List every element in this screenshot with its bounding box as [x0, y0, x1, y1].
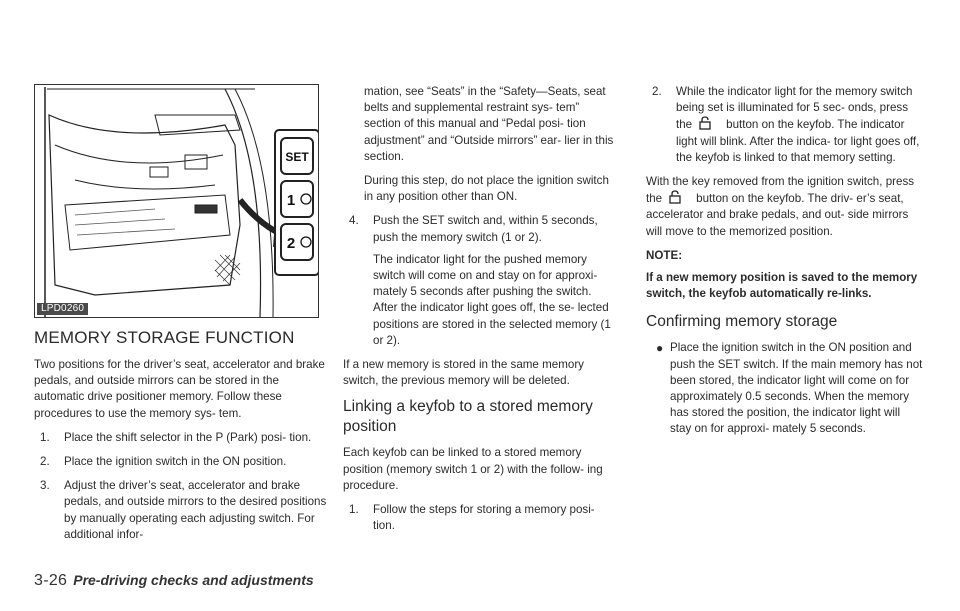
bullet-text: Place the ignition switch in the ON position and push the SET switch. If the main memory has not been stored, the indicator light will come on for approximately 0.5 seconds. When the memory has stored the position, the indicator light will stay on for approxi- mately 5 seconds.	[670, 341, 923, 436]
key-removed-text-b: button on the keyfob. The driv- er’s seat, accelerator and brake pedals, and out- side mirrors will move to the memorized position.	[646, 192, 909, 238]
step-number: 2.	[40, 455, 50, 469]
key-removed-paragraph	[646, 174, 924, 240]
step3-note-text: During this step, do not place the ignition switch in any position other than ON.	[364, 174, 609, 204]
list-item	[343, 213, 618, 349]
section-title: MEMORY STORAGE FUNCTION	[34, 328, 295, 347]
column-left	[34, 84, 329, 551]
page-footer	[34, 572, 314, 590]
subsection-title: Confirming memory storage	[646, 313, 838, 331]
overwrite-paragraph: If a new memory is stored in the same memory switch, the previous memory will be deleted.	[343, 358, 584, 388]
list-item	[34, 478, 329, 543]
unlock-icon	[668, 190, 690, 204]
set-button-label: SET	[285, 150, 309, 164]
list-item	[343, 502, 618, 534]
step3-continued-text: mation, see “Seats” in the “Safety—Seats, seat belts and supplemental restraint sys- tem” section of this manual and “Pedal posi- tion adjustment” and “Outside mirrors” ear- lier in this section.	[364, 85, 614, 163]
chapter-title: Pre-driving checks and adjustments	[73, 572, 314, 588]
note-label: NOTE:	[646, 248, 683, 262]
step3-continuation	[343, 84, 618, 205]
step-text-cont: button on the keyfob. The indicator light will blink. After the indica- tor light goes off, the keyfob is linked to that memory setting.	[676, 118, 920, 164]
column-right	[646, 84, 924, 438]
step-number: 4.	[349, 214, 359, 228]
door-panel-figure	[34, 84, 319, 318]
figure-label: LPD0260	[37, 303, 88, 315]
link-intro-paragraph: Each keyfob can be linked to a stored memory position (memory switch 1 or 2) with the follow- ing procedure.	[343, 446, 603, 492]
bullet-icon: ●	[656, 341, 664, 356]
list-item	[646, 340, 924, 437]
list-item	[34, 454, 329, 470]
step-text: Adjust the driver’s seat, accelerator and brake pedals, and outside mirrors to the desired positions by manually operating each adjusting switch. For additional infor-	[64, 479, 327, 541]
door-panel-illustration	[35, 85, 319, 318]
memory-2-button-label: 2	[286, 235, 296, 252]
unlock-icon	[698, 116, 720, 130]
memory-1-button-label: 1	[286, 192, 296, 209]
list-item	[34, 430, 329, 446]
intro-paragraph: Two positions for the driver’s seat, accelerator and brake pedals, and outside mirrors can be stored in the automatic drive positioner memory. Follow these procedures to use the memory sys- tem.	[34, 358, 325, 420]
step-number: 2.	[652, 85, 662, 98]
step-number: 1.	[349, 503, 359, 517]
note-text: If a new memory position is saved to the memory switch, the keyfob automatically re-links.	[646, 271, 918, 301]
step-number: 1.	[40, 430, 50, 444]
step-number: 3.	[40, 479, 50, 493]
list-item	[646, 84, 924, 166]
column-middle	[343, 84, 618, 542]
page-number: 3-26	[34, 572, 68, 589]
step-text: While the indicator light for the memory switch being set is illuminated for 5 sec- onds, press the	[676, 85, 913, 132]
step-text: Push the SET switch and, within 5 seconds, push the memory switch (1 or 2).	[373, 214, 598, 244]
step-text: Follow the steps for storing a memory posi- tion.	[373, 503, 595, 533]
step-text: Place the ignition switch in the ON position.	[64, 455, 287, 469]
subsection-title: Linking a keyfob to a stored memory position	[343, 398, 593, 436]
step-detail-text: The indicator light for the pushed memory switch will come on and stay on for approxi- mately 5 seconds after pushing the switch. After the indicator light goes off, the se- lected positions are stored in the selected memory (1 or 2).	[373, 252, 611, 347]
key-removed-text-a: With the key removed from the ignition switch, press the	[646, 175, 915, 206]
step-text: Place the shift selector in the P (Park) posi- tion.	[64, 430, 312, 444]
